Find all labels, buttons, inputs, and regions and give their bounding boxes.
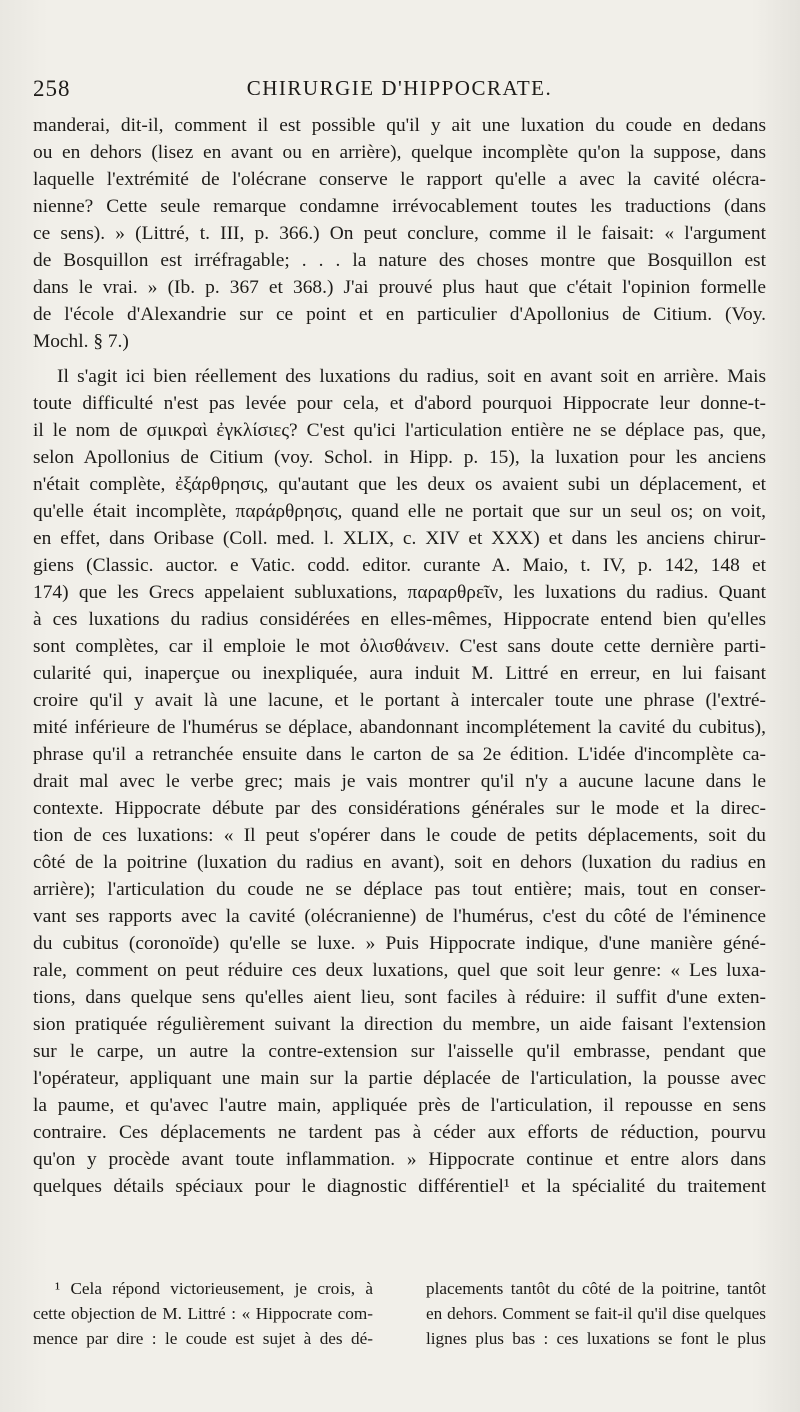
body-text (33, 112, 766, 1200)
paragraph-1 (33, 112, 766, 355)
text-line: dans le vrai. » (Ib. p. 367 et 368.) J'ai prouvé plus haut que c'était l'opinion formelle (33, 277, 766, 298)
footnote-column-right (426, 1276, 766, 1351)
text-line: rale, comment on peut réduire ces deux luxations, quel que soit leur genre: « Les luxa- (33, 960, 766, 981)
text-line: vant ses rapports avec la cavité (olécranienne) de l'humérus, c'est du côté de l'éminence (33, 906, 766, 927)
footnote-line: lignes plus bas : ces luxations se font le plus (426, 1329, 766, 1348)
text-line: laquelle l'extrémité de l'olécrane conserve le rapport qu'elle a avec la cavité olécra- (33, 169, 766, 190)
text-line: contexte. Hippocrate débute par des considérations générales sur le mode et la direc- (33, 798, 766, 819)
footnotes (33, 1276, 766, 1351)
footnote-line: cette objection de M. Littré : « Hippocrate com- (33, 1304, 373, 1323)
text-line: Il s'agit ici bien réellement des luxations du radius, soit en avant soit en arrière. Mais (57, 366, 766, 387)
text-line: sont complètes, car il emploie le mot ὀλισθάνειν. C'est sans doute cette dernière parti- (33, 636, 766, 657)
text-line: en effet, dans Oribase (Coll. med. l. XLIX, c. XIV et XXX) et dans les anciens chirur- (33, 528, 766, 549)
text-line: giens (Classic. auctor. e Vatic. codd. editor. curante A. Maio, t. IV, p. 142, 148 et (33, 555, 766, 576)
text-line: côté de la poitrine (luxation du radius en avant), soit en dehors (luxation du radius en (33, 852, 766, 873)
text-line: contraire. Ces déplacements ne tardent pas à céder aux efforts de réduction, pourvu (33, 1122, 766, 1143)
footnote-line: mence par dire : le coude est sujet à des dé- (33, 1329, 373, 1348)
text-line: sion pratiquée régulièrement suivant la direction du membre, un aide faisant l'extension (33, 1014, 766, 1035)
text-line: 174) que les Grecs appelaient subluxations, παραρθρεῖν, les luxations du radius. Quant (33, 582, 766, 603)
footnote-line: en dehors. Comment se fait-il qu'il dise quelques (426, 1304, 766, 1323)
text-line: croire qu'il y avait là une lacune, et le portant à intercaler toute une phrase (l'extré- (33, 690, 766, 711)
text-line: drait mal avec le verbe grec; mais je vais montrer qu'il n'y a aucune lacune dans le (33, 771, 766, 792)
paragraph-2 (33, 363, 766, 1200)
page-header (33, 72, 766, 112)
text-line: sur le carpe, un autre la contre-extension sur l'aisselle qu'il embrasse, pendant que (33, 1041, 766, 1062)
text-line: phrase qu'il a retranchée ensuite dans le carton de sa 2e édition. L'idée d'incomplète ca- (33, 744, 766, 765)
running-title: CHIRURGIE D'HIPPOCRATE. (246, 76, 553, 100)
text-line: quelques détails spéciaux pour le diagnostic différentiel¹ et la spécialité du traitement (33, 1176, 766, 1197)
text-line: la paume, et qu'avec l'autre main, appliquée près de l'articulation, il repousse en sens (33, 1095, 766, 1116)
text-line: mité inférieure de l'humérus se déplace, abandonnant incomplétement la cavité du cubitus), (33, 717, 766, 738)
text-line: qu'on y procède avant toute inflammation. » Hippocrate continue et entre alors dans (33, 1149, 766, 1170)
text-line: tions, dans quelque sens qu'elles aient lieu, sont faciles à réduire: il suffit d'une exten- (33, 987, 766, 1008)
text-line: à ces luxations du radius considérées en elles-mêmes, Hippocrate entend bien qu'elles (33, 609, 766, 630)
text-line: manderai, dit-il, comment il est possible qu'il y ait une luxation du coude en dedans (33, 115, 766, 136)
text-line: Mochl. § 7.) (33, 331, 129, 352)
text-line: cularité qui, inaperçue ou inexpliquée, aura induit M. Littré en erreur, en lui faisant (33, 663, 766, 684)
text-line: selon Apollonius de Citium (voy. Schol. in Hipp. p. 15), la luxation pour les anciens (33, 447, 766, 468)
footnote-line: placements tantôt du côté de la poitrine, tantôt (426, 1279, 766, 1298)
text-line: il le nom de σμικραὶ ἐγκλίσιες? C'est qu'ici l'articulation entière ne se déplace pas, que, (33, 420, 766, 441)
text-line: ce sens). » (Littré, t. III, p. 366.) On peut conclure, comme il le faisait: « l'argument (33, 223, 766, 244)
text-line: de Bosquillon est irréfragable; . . . la nature des choses montre que Bosquillon est (33, 250, 766, 271)
text-line: du cubitus (coronoïde) qu'elle se luxe. » Puis Hippocrate indique, d'une manière géné- (33, 933, 766, 954)
text-line: n'était complète, ἐξάρθρησις, qu'autant que les deux os avaient subi un déplacement, et (33, 474, 766, 495)
text-line: qu'elle était incomplète, παράρθρησις, quand elle ne portait que sur un seul os; on voit, (33, 501, 766, 522)
text-line: arrière); l'articulation du coude ne se déplace pas tout entière; mais, tout en conser- (33, 879, 766, 900)
page-number: 258 (33, 76, 71, 101)
text-line: ou en dehors (lisez en avant ou en arrière), quelque incomplète qu'on la suppose, dans (33, 142, 766, 163)
text-line: nienne? Cette seule remarque condamne irrévocablement toutes les traductions (dans (33, 196, 766, 217)
text-line: tion de ces luxations: « Il peut s'opérer dans le coude de petits déplacements, soit du (33, 825, 766, 846)
footnote-line: ¹ Cela répond victorieusement, je crois, à (55, 1279, 373, 1298)
text-line: de l'école d'Alexandrie sur ce point et en particulier d'Apollonius de Citium. (Voy. (33, 304, 766, 325)
text-line: l'opérateur, appliquant une main sur la partie déplacée de l'articulation, la pousse avec (33, 1068, 766, 1089)
footnote-column-left (33, 1276, 373, 1351)
text-line: toute difficulté n'est pas levée pour cela, et d'abord pourquoi Hippocrate leur donne-t- (33, 393, 766, 414)
